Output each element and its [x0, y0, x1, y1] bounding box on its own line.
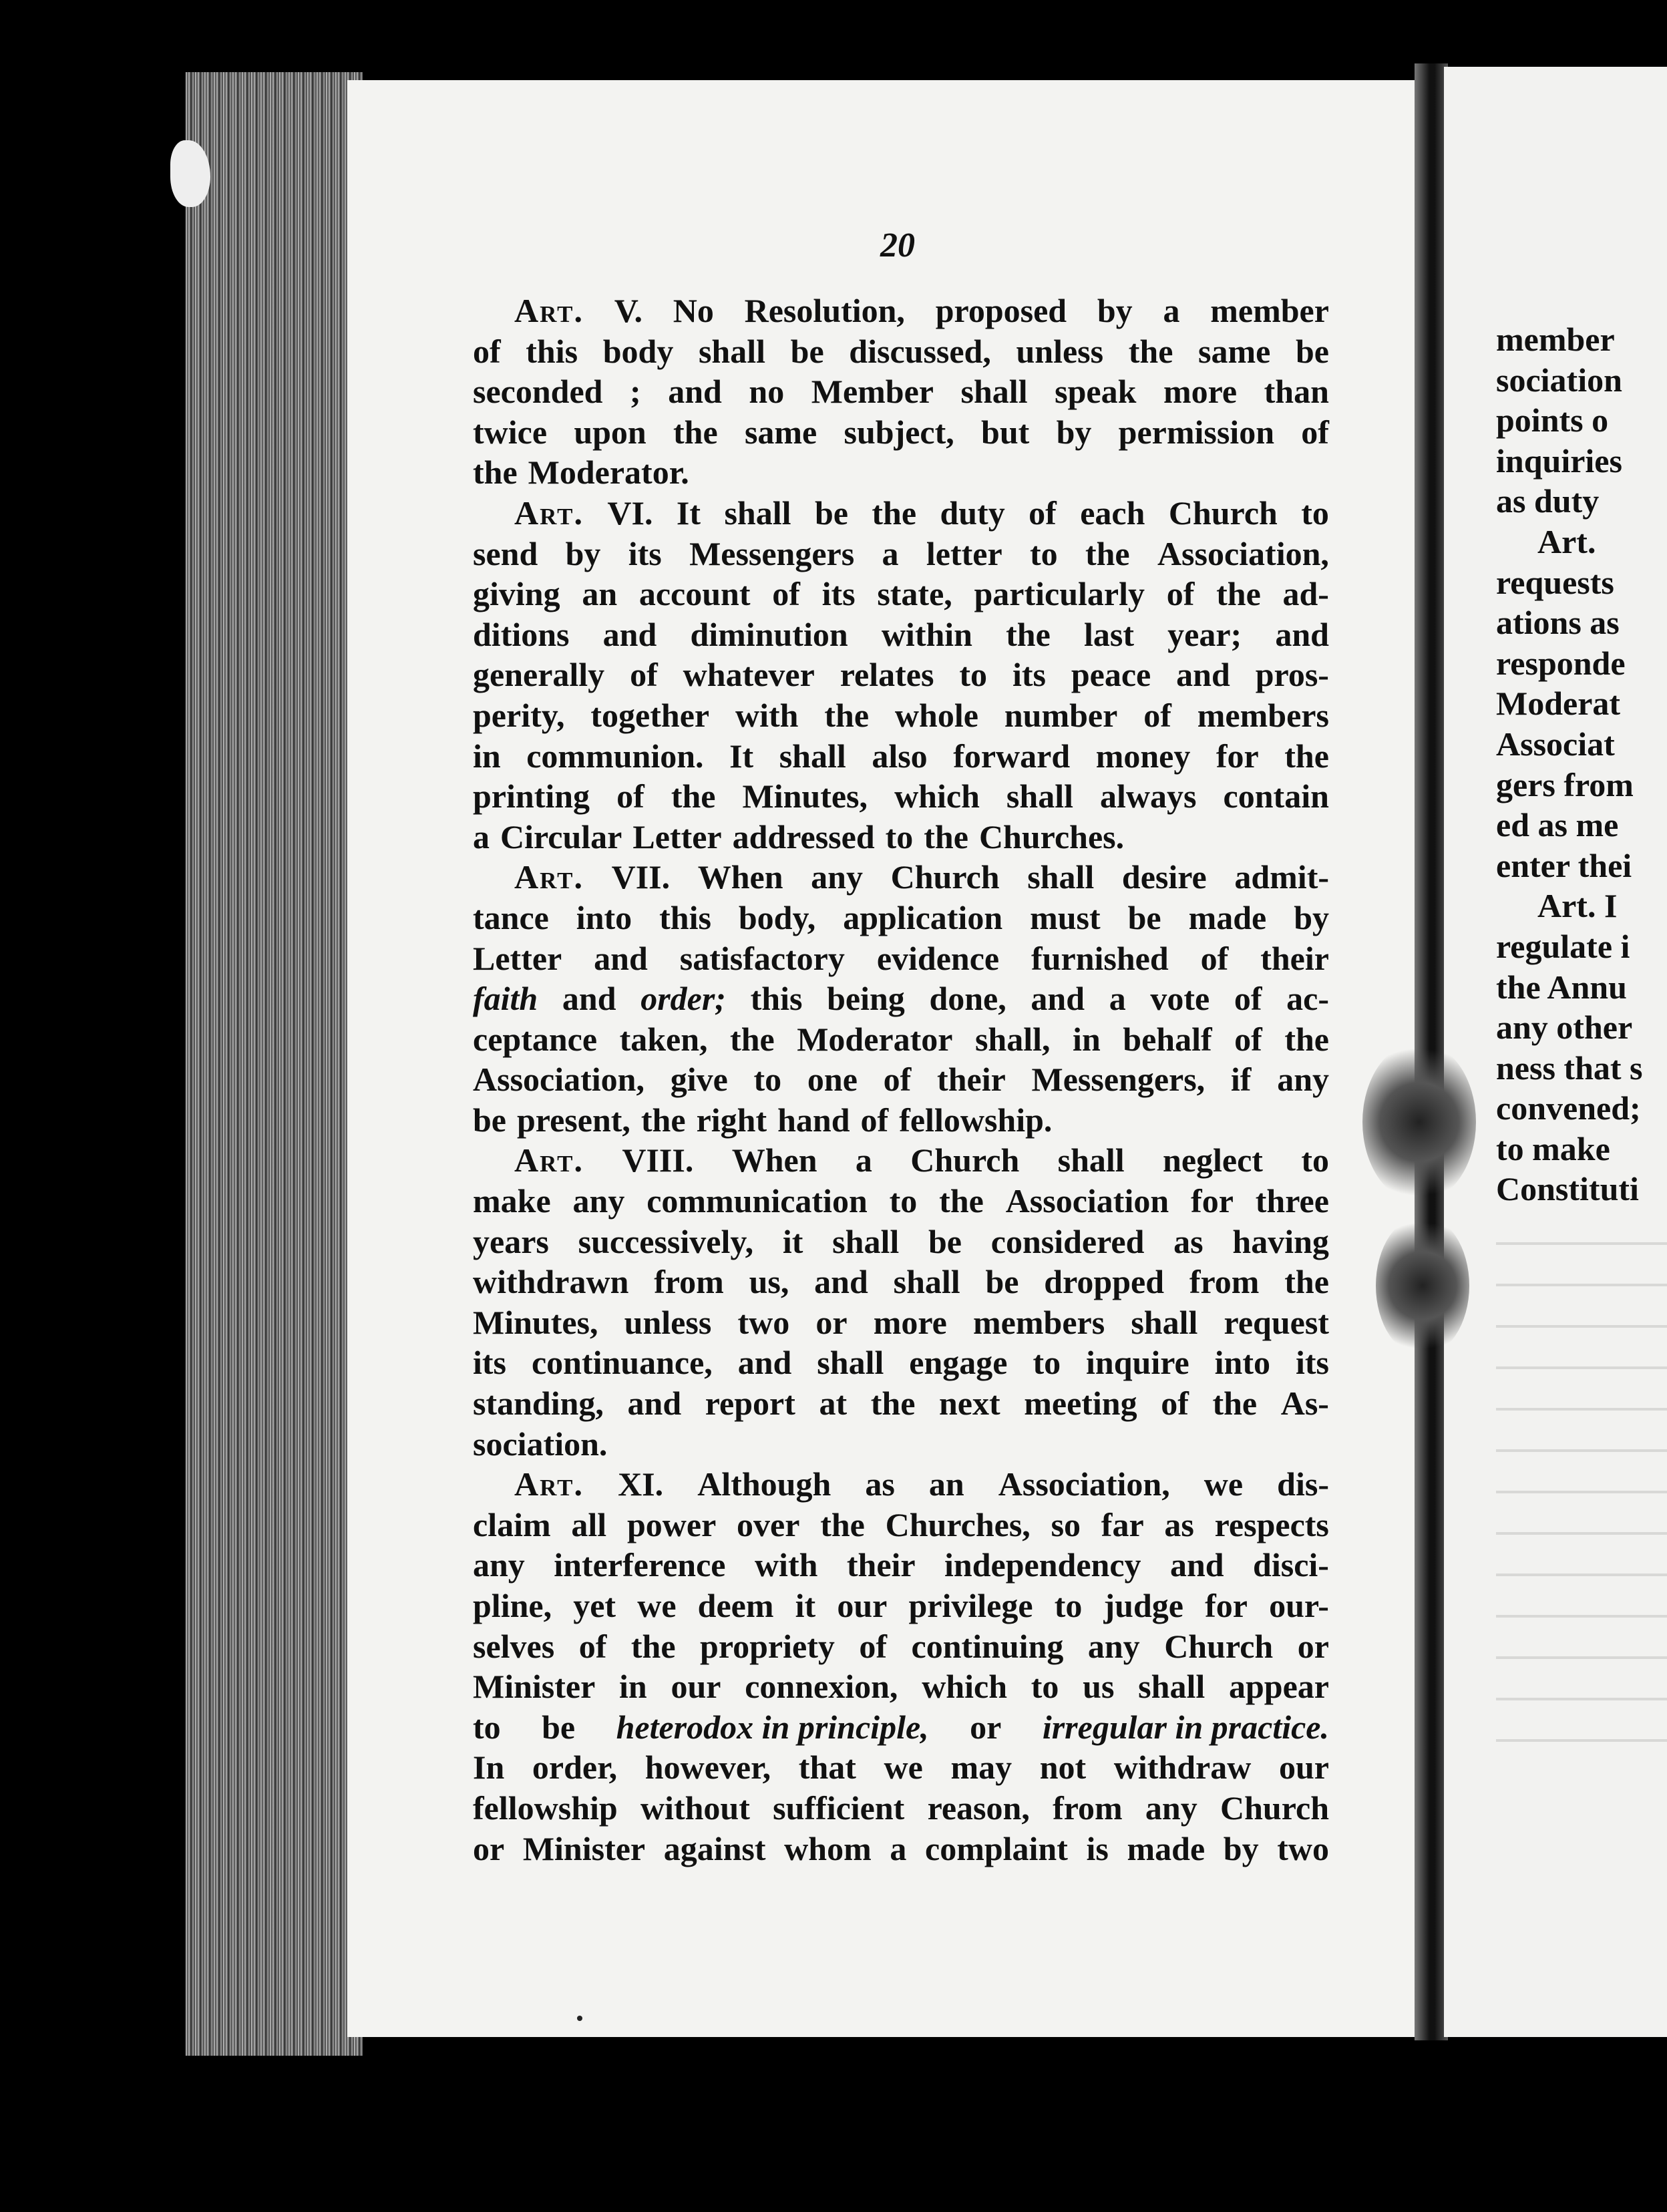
- text-line: to be heterodox in principle, or irregular in practice.: [473, 1708, 1329, 1746]
- text-line: member: [1496, 321, 1615, 358]
- text-line: inquiries: [1496, 441, 1622, 480]
- text-line: enter thei: [1496, 846, 1632, 884]
- text-line: Minutes, unless two or more members shall request: [473, 1303, 1329, 1341]
- text-line: standing, and report at the next meeting of the As-: [473, 1385, 1329, 1423]
- text-line: gers from: [1496, 765, 1634, 803]
- text-line: giving an account of its state, particularly of the ad-: [473, 575, 1329, 613]
- book-page-edges: [186, 72, 363, 2056]
- text-line: convened;: [1496, 1089, 1641, 1127]
- text-line: Art. XI. Although as an Association, we dis-: [514, 1465, 1329, 1503]
- text-line: Art. VIII. When a Church shall neglect to: [514, 1141, 1329, 1179]
- text-line: ceptance taken, the Moderator shall, in behalf of the: [473, 1020, 1329, 1058]
- text-line: ditions and diminution within the last year; and: [473, 615, 1329, 653]
- text-line: In order, however, that we may not withdraw our: [473, 1748, 1329, 1787]
- text-line: selves of the propriety of continuing any Church or: [473, 1627, 1329, 1665]
- text-line: the Annu: [1496, 968, 1627, 1006]
- text-line: fellowship without sufficient reason, from any Church: [473, 1789, 1329, 1827]
- text-line: faith and order; this being done, and a vote of ac-: [473, 980, 1329, 1018]
- text-line: as duty: [1496, 482, 1600, 520]
- text-line: seconded ; and no Member shall speak more than: [473, 373, 1329, 411]
- text-line: Art. VII. When any Church shall desire admit-: [514, 858, 1329, 896]
- text-line: Art.: [1537, 522, 1596, 560]
- text-line: sociation: [1496, 361, 1622, 399]
- text-line: of this body shall be discussed, unless the same be: [473, 332, 1329, 370]
- speck: [577, 2016, 582, 2021]
- text-line: Art. VI. It shall be the duty of each Church to: [514, 494, 1329, 532]
- text-line: tance into this body, application must be made by: [473, 898, 1329, 936]
- text-line: any interference with their independency and disci-: [473, 1546, 1329, 1584]
- text-line: perity, together with the whole number of members: [473, 696, 1329, 734]
- text-line: ness that s: [1496, 1049, 1643, 1087]
- text-line: points o: [1496, 401, 1609, 439]
- bleed-through-text: [1496, 1216, 1667, 1750]
- text-line: the Moderator.: [473, 453, 689, 492]
- text-line: requests: [1496, 563, 1614, 601]
- text-line: Art. I: [1537, 887, 1618, 925]
- text-line: Art. V. No Resolution, proposed by a member: [514, 292, 1329, 329]
- text-line: ations as: [1496, 604, 1620, 642]
- text-line: be present, the right hand of fellowship.: [473, 1101, 1053, 1139]
- text-line: sociation.: [473, 1425, 608, 1463]
- text-line: claim all power over the Churches, so far as respects: [473, 1505, 1329, 1543]
- left-page-text: [473, 291, 1329, 1869]
- text-line: in communion. It shall also forward money for the: [473, 737, 1329, 775]
- text-line: years successively, it shall be considered as having: [473, 1222, 1329, 1260]
- text-line: to make: [1496, 1129, 1610, 1167]
- ink-stain: [1362, 1042, 1476, 1202]
- text-line: responde: [1496, 644, 1626, 682]
- text-line: or Minister against whom a complaint is made by two: [473, 1829, 1329, 1867]
- text-line: make any communication to the Association for three: [473, 1182, 1329, 1220]
- text-line: send by its Messengers a letter to the Association,: [473, 534, 1329, 572]
- right-page-text: [1496, 319, 1667, 1210]
- text-line: ed as me: [1496, 806, 1619, 844]
- text-line: pline, yet we deem it our privilege to judge for our-: [473, 1587, 1329, 1624]
- text-line: twice upon the same subject, but by permission of: [473, 413, 1329, 451]
- text-line: Association, give to one of their Messengers, if any: [473, 1061, 1329, 1099]
- text-line: regulate i: [1496, 927, 1630, 965]
- text-line: Moderat: [1496, 685, 1621, 723]
- text-line: Letter and satisfactory evidence furnished of their: [473, 939, 1329, 977]
- text-line: any other: [1496, 1008, 1633, 1047]
- text-line: withdrawn from us, and shall be dropped from the: [473, 1263, 1329, 1301]
- text-line: its continuance, and shall engage to inquire into its: [473, 1344, 1329, 1382]
- text-line: printing of the Minutes, which shall always contain: [473, 777, 1329, 815]
- text-line: Constituti: [1496, 1170, 1639, 1208]
- text-line: Minister in our connexion, which to us shall appear: [473, 1668, 1329, 1706]
- page-number: 20: [880, 226, 915, 264]
- text-line: Associat: [1496, 725, 1615, 763]
- text-line: a Circular Letter addressed to the Churches.: [473, 817, 1125, 856]
- text-line: generally of whatever relates to its peace and pros-: [473, 656, 1329, 694]
- ink-stain: [1376, 1216, 1469, 1356]
